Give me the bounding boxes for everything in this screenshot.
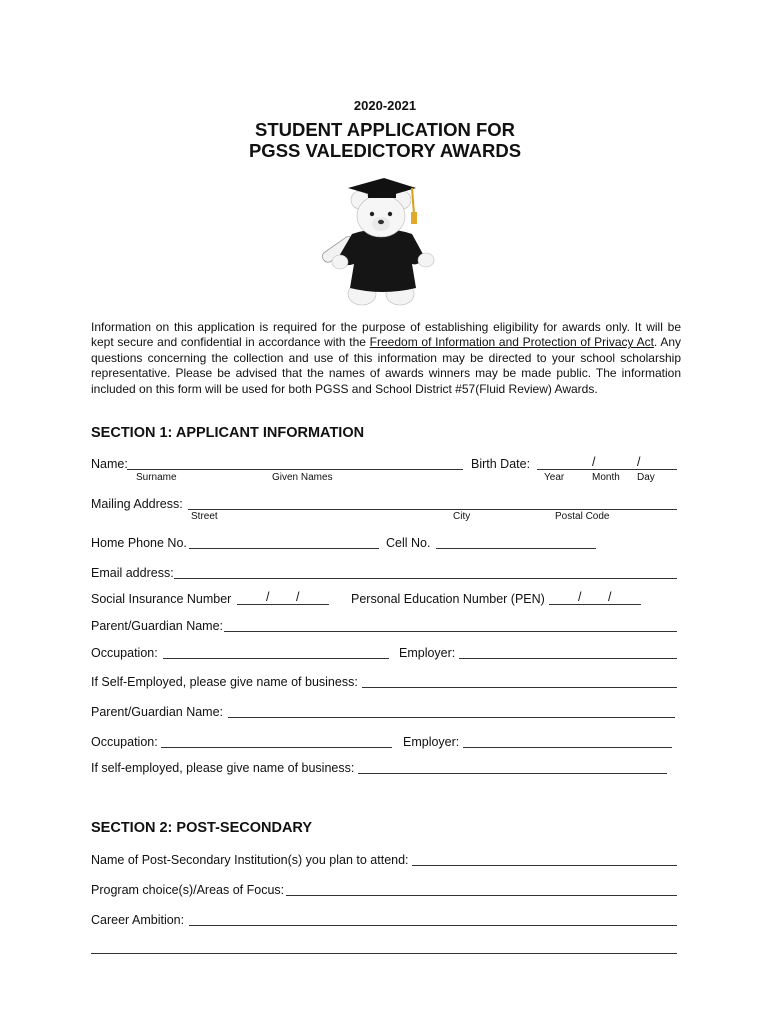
institution-field[interactable] xyxy=(412,865,677,866)
sin-separator: / xyxy=(296,590,300,604)
name-label: Name: xyxy=(91,457,128,471)
sin-field[interactable] xyxy=(237,604,329,605)
guardian-1-label: Parent/Guardian Name: xyxy=(91,619,224,633)
date-separator: / xyxy=(592,455,596,469)
birth-date-label: Birth Date: xyxy=(471,457,531,471)
day-caption: Day xyxy=(637,472,655,483)
home-phone-label: Home Phone No. xyxy=(91,536,187,550)
cell-field[interactable] xyxy=(436,548,596,549)
surname-caption: Surname xyxy=(136,472,177,483)
intro-paragraph xyxy=(91,320,681,397)
mailing-address-field[interactable] xyxy=(188,509,677,510)
guardian-2-label: Parent/Guardian Name: xyxy=(91,705,224,719)
occupation-2-label: Occupation: xyxy=(91,735,158,749)
guardian-1-field[interactable] xyxy=(224,631,677,632)
career-label: Career Ambition: xyxy=(91,913,185,927)
pen-label: Personal Education Number (PEN) xyxy=(351,592,545,606)
graduation-bear-icon xyxy=(312,176,452,316)
pen-separator: / xyxy=(578,590,582,604)
employer-2-field[interactable] xyxy=(463,747,672,748)
form-year: 2020-2021 xyxy=(353,98,417,113)
title-line-2: PGSS VALEDICTORY AWARDS xyxy=(248,140,522,161)
form-title xyxy=(0,119,770,161)
self-employed-2-field[interactable] xyxy=(358,773,667,774)
city-caption: City xyxy=(453,511,471,522)
name-field[interactable] xyxy=(127,469,463,470)
section-2-heading: SECTION 2: POST-SECONDARY xyxy=(91,820,313,836)
month-caption: Month xyxy=(592,472,620,483)
program-field[interactable] xyxy=(286,895,677,896)
program-label: Program choice(s)/Areas of Focus: xyxy=(91,883,285,897)
career-field[interactable] xyxy=(189,925,677,926)
employer-2-label: Employer: xyxy=(403,735,460,749)
occupation-1-label: Occupation: xyxy=(91,646,158,660)
employer-1-field[interactable] xyxy=(459,658,677,659)
intro-text-2: . Any questions concerning the collection and use of this information may be directed to your school scholarship representative. Please be advised that the names of awards winners may be made public. The information included on this form will be used for both PGSS and School District #57(Fluid Review) Awards. xyxy=(91,335,682,396)
cell-label: Cell No. xyxy=(386,536,431,550)
section-1-heading: SECTION 1: APPLICANT INFORMATION xyxy=(91,425,365,441)
self-employed-1-field[interactable] xyxy=(362,687,677,688)
birth-date-field[interactable] xyxy=(537,469,677,470)
institution-label: Name of Post-Secondary Institution(s) you plan to attend: xyxy=(91,853,409,867)
sin-label: Social Insurance Number xyxy=(91,592,232,606)
home-phone-field[interactable] xyxy=(189,548,379,549)
title-line-1: STUDENT APPLICATION FOR xyxy=(254,119,516,140)
self-employed-1-label: If Self-Employed, please give name of business: xyxy=(91,675,358,689)
street-caption: Street xyxy=(191,511,218,522)
privacy-act-link[interactable]: Freedom of Information and Protection of Privacy Act xyxy=(369,335,654,350)
occupation-1-field[interactable] xyxy=(163,658,389,659)
self-employed-2-label: If self-employed, please give name of business: xyxy=(91,761,355,775)
mailing-address-label: Mailing Address: xyxy=(91,497,183,511)
intro-text-1: Information on this application is required for the purpose of establishing eligibility for awards only. It will be kept secure and confidential in accordance with the xyxy=(91,320,681,350)
sin-separator: / xyxy=(266,590,270,604)
occupation-2-field[interactable] xyxy=(161,747,392,748)
year-caption: Year xyxy=(544,472,565,483)
guardian-2-field[interactable] xyxy=(228,717,675,718)
date-separator: / xyxy=(637,455,641,469)
employer-1-label: Employer: xyxy=(399,646,456,660)
email-label: Email address: xyxy=(91,566,174,580)
postal-code-caption: Postal Code xyxy=(555,511,610,522)
pen-separator: / xyxy=(608,590,612,604)
pen-field[interactable] xyxy=(549,604,641,605)
career-field-continued[interactable] xyxy=(91,953,677,954)
email-field[interactable] xyxy=(174,578,677,579)
given-names-caption: Given Names xyxy=(272,472,333,483)
